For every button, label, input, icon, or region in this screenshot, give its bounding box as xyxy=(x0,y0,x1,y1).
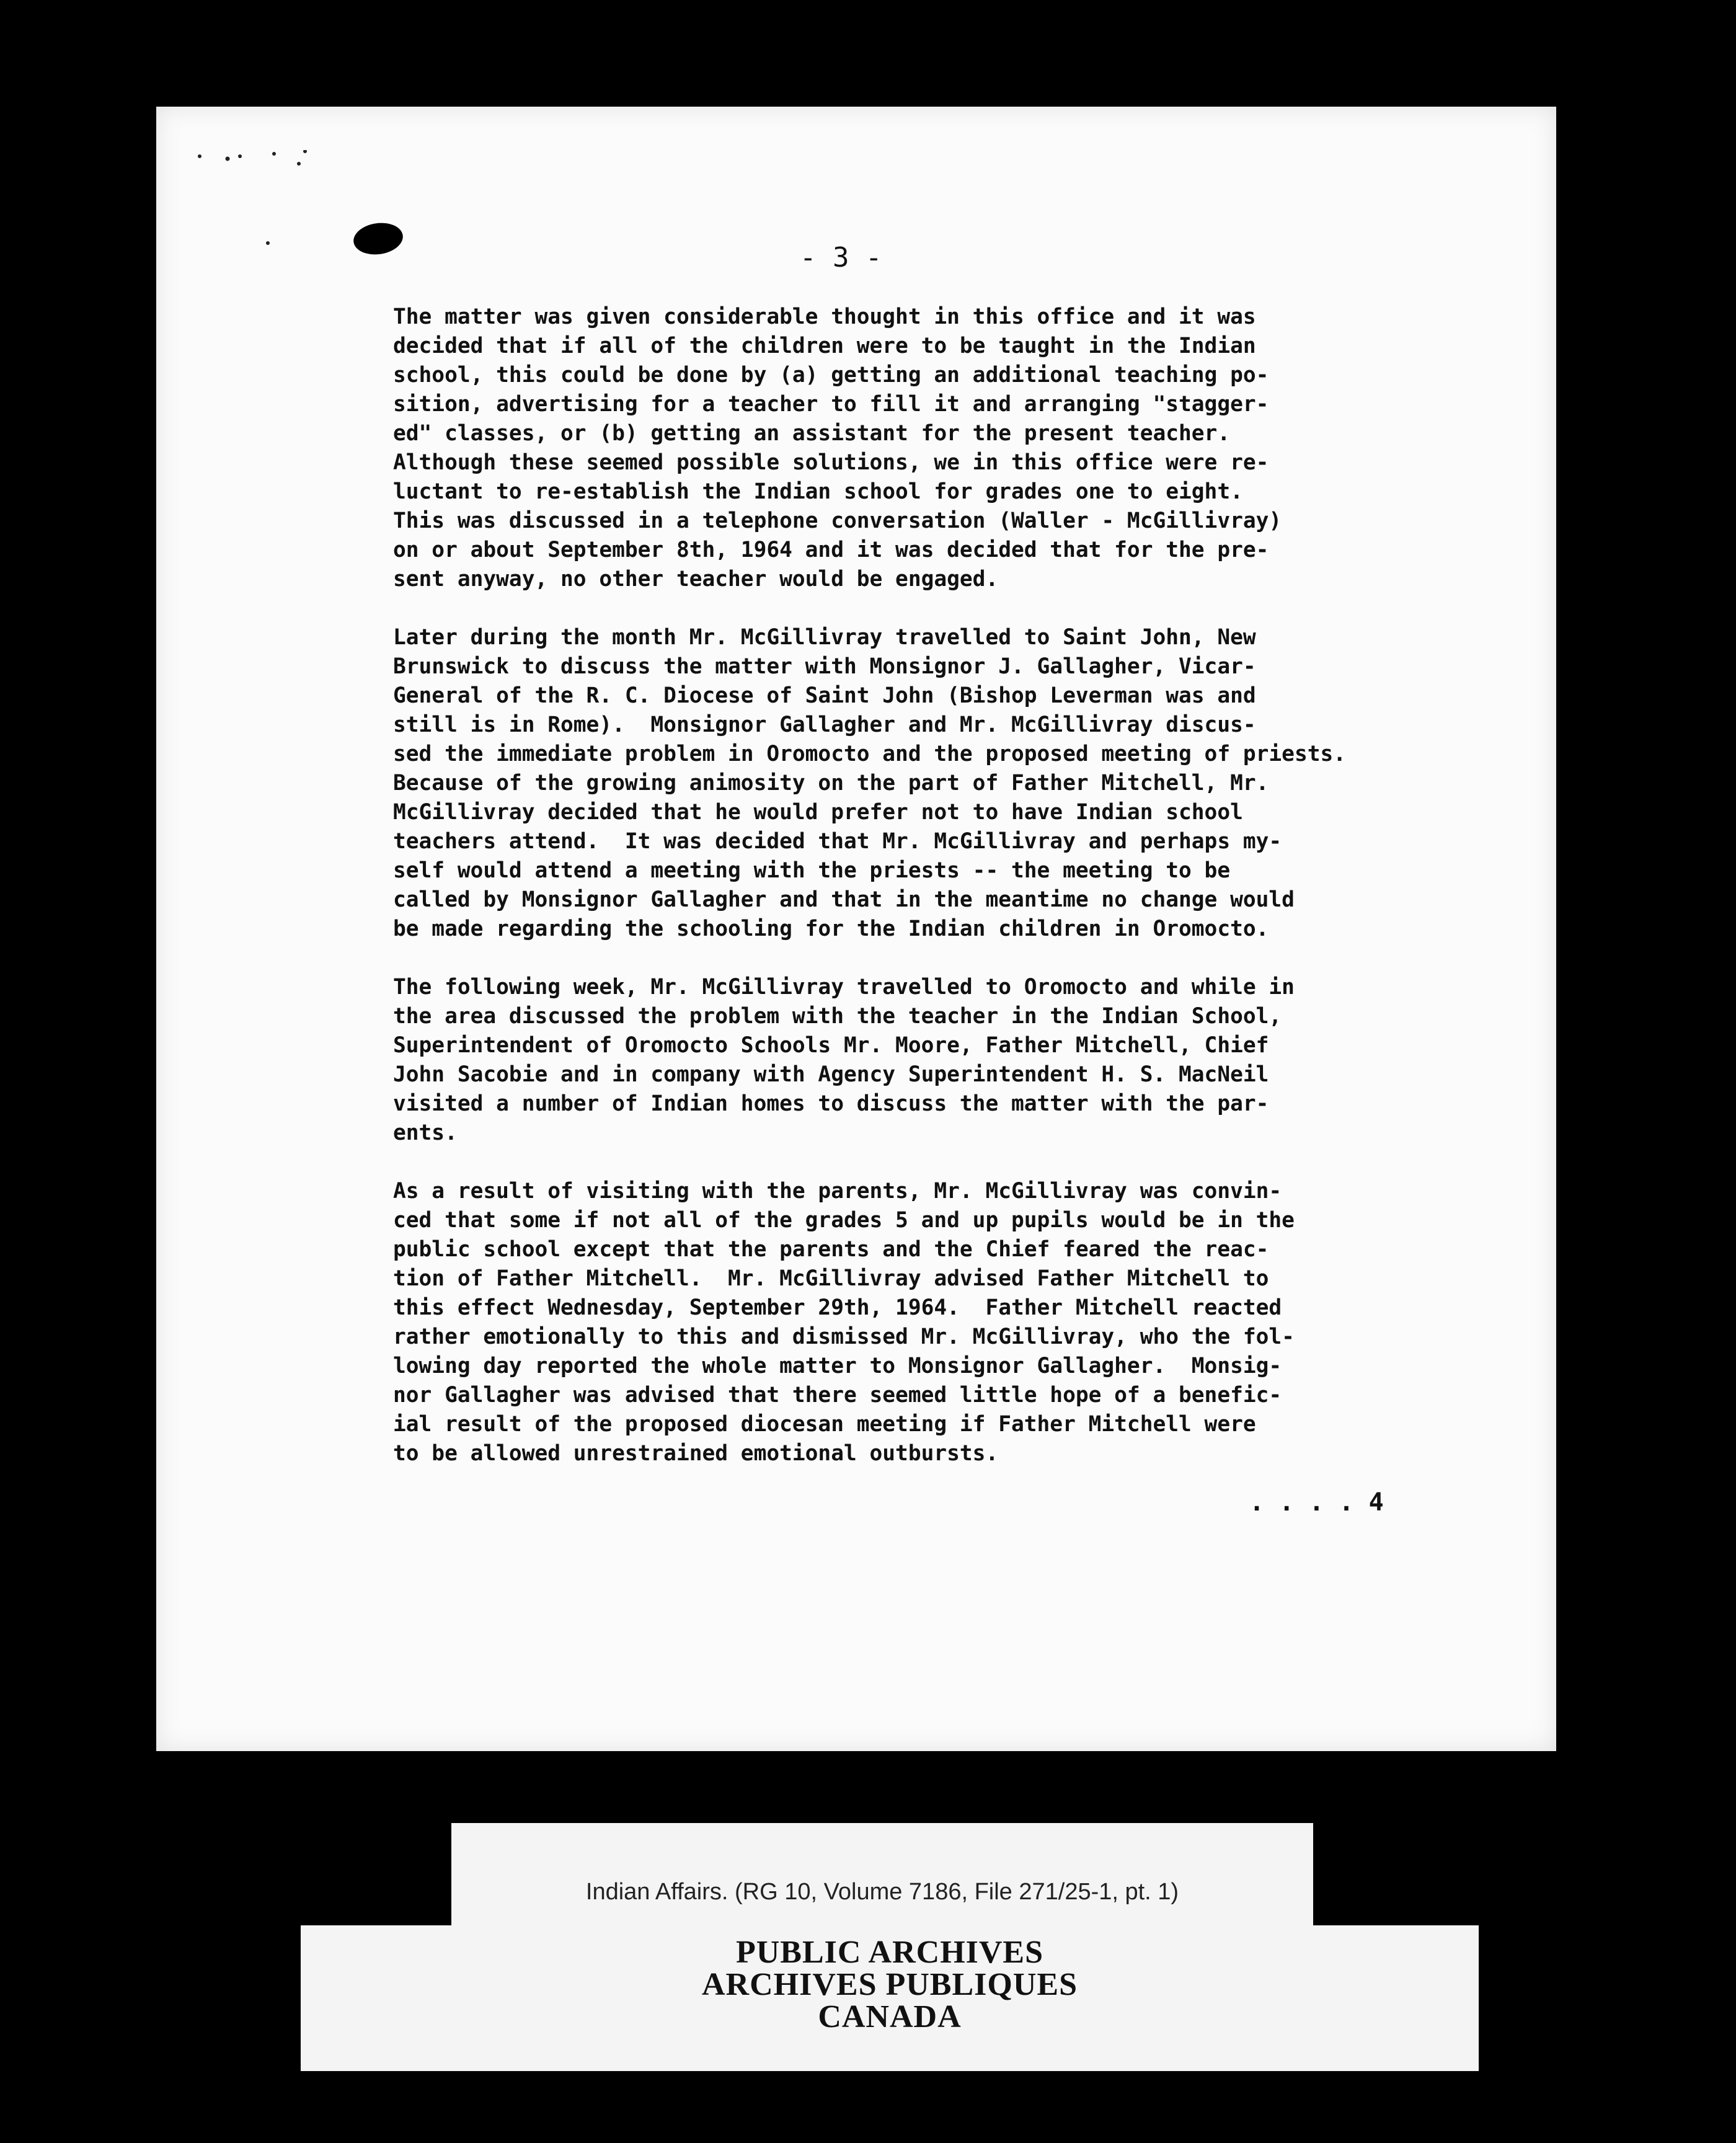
text-line: The matter was given considerable thought in this office and it was xyxy=(393,304,1256,329)
paragraph xyxy=(393,973,1484,1148)
text-line: still is in Rome). Monsignor Gallagher and Mr. McGillivray discus- xyxy=(393,712,1256,737)
text-line: visited a number of Indian homes to discuss the matter with the par- xyxy=(393,1091,1269,1116)
text-line: to be allowed unrestrained emotional outbursts. xyxy=(393,1441,999,1466)
paragraph xyxy=(393,303,1484,594)
text-line: ial result of the proposed diocesan meeting if Father Mitchell were xyxy=(393,1412,1256,1437)
letter-body xyxy=(393,303,1484,1497)
text-line: luctant to re-establish the Indian school for grades one to eight. xyxy=(393,479,1243,504)
archive-reference-strip xyxy=(451,1823,1313,1941)
text-line: ents. xyxy=(393,1120,458,1145)
continuation-marker: . . . . 4 xyxy=(1249,1488,1384,1517)
page-number: - 3 - xyxy=(800,242,882,273)
text-line: sition, advertising for a teacher to fill it and arranging "stagger- xyxy=(393,392,1269,417)
text-line: Although these seemed possible solutions, we in this office were re- xyxy=(393,450,1269,475)
text-line: on or about September 8th, 1964 and it was decided that for the pre- xyxy=(393,538,1269,562)
page-specks xyxy=(181,150,367,249)
text-line: called by Monsignor Gallagher and that in the meantime no change would xyxy=(393,887,1295,912)
text-line: the area discussed the problem with the teacher in the Indian School, xyxy=(393,1004,1282,1029)
text-line: rather emotionally to this and dismissed Mr. McGillivray, who the fol- xyxy=(393,1324,1295,1349)
text-line: teachers attend. It was decided that Mr. McGillivray and perhaps my- xyxy=(393,829,1282,854)
text-line: sed the immediate problem in Oromocto and the proposed meeting of priests. xyxy=(393,742,1347,766)
text-line: tion of Father Mitchell. Mr. McGillivray advised Father Mitchell to xyxy=(393,1266,1269,1291)
text-line: nor Gallagher was advised that there seemed little hope of a benefic- xyxy=(393,1383,1282,1408)
text-line: ced that some if not all of the grades 5 and up pupils would be in the xyxy=(393,1208,1295,1233)
text-line: Brunswick to discuss the matter with Monsignor J. Gallagher, Vicar- xyxy=(393,654,1256,679)
text-line: self would attend a meeting with the priests -- the meeting to be xyxy=(393,858,1231,883)
text-line: General of the R. C. Diocese of Saint John (Bishop Leverman was and xyxy=(393,683,1256,708)
paragraph xyxy=(393,1177,1484,1468)
text-line: this effect Wednesday, September 29th, 1964. Father Mitchell reacted xyxy=(393,1295,1282,1320)
text-line: public school except that the parents and the Chief feared the reac- xyxy=(393,1237,1269,1262)
stamp-line-french: ARCHIVES PUBLIQUES xyxy=(701,1967,1078,2002)
text-line: This was discussed in a telephone conversation (Waller - McGillivray) xyxy=(393,508,1282,533)
archive-reference: Indian Affairs. (RG 10, Volume 7186, File 271/25-1, pt. 1) xyxy=(585,1879,1179,1905)
text-line: As a result of visiting with the parents, Mr. McGillivray was convin- xyxy=(393,1179,1282,1204)
text-line: Because of the growing animosity on the part of Father Mitchell, Mr. xyxy=(393,771,1269,796)
text-line: The following week, Mr. McGillivray travelled to Oromocto and while in xyxy=(393,975,1295,1000)
text-line: decided that if all of the children were to be taught in the Indian xyxy=(393,334,1256,358)
text-line: John Sacobie and in company with Agency Superintendent H. S. MacNeil xyxy=(393,1062,1269,1087)
text-line: lowing day reported the whole matter to Monsignor Gallagher. Monsig- xyxy=(393,1354,1282,1378)
text-line: McGillivray decided that he would prefer not to have Indian school xyxy=(393,800,1243,825)
text-line: be made regarding the schooling for the Indian children in Oromocto. xyxy=(393,916,1269,941)
stamp-line-english: PUBLIC ARCHIVES xyxy=(735,1935,1044,1970)
archive-stamp xyxy=(301,1925,1479,2071)
text-line: school, this could be done by (a) getting an additional teaching po- xyxy=(393,363,1269,388)
text-line: Superintendent of Oromocto Schools Mr. Moore, Father Mitchell, Chief xyxy=(393,1033,1269,1058)
text-line: sent anyway, no other teacher would be engaged. xyxy=(393,567,999,592)
stamp-line-country: CANADA xyxy=(818,1999,962,2034)
text-line: ed" classes, or (b) getting an assistant for the present teacher. xyxy=(393,421,1231,446)
text-line: Later during the month Mr. McGillivray travelled to Saint John, New xyxy=(393,625,1256,650)
paragraph xyxy=(393,623,1484,944)
